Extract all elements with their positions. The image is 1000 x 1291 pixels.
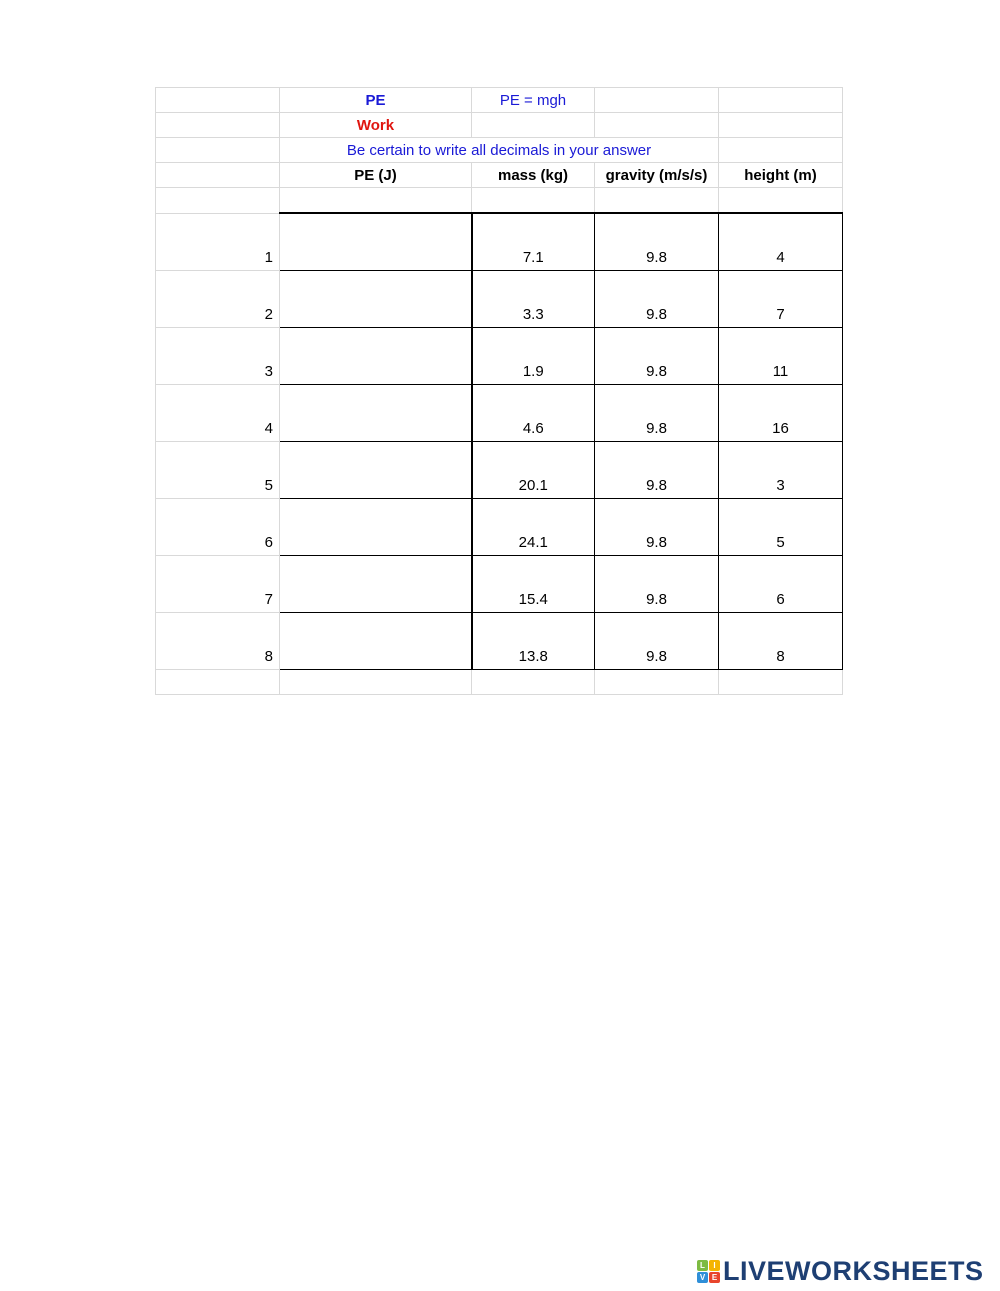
empty-cell [472, 113, 595, 138]
row-number: 8 [156, 613, 280, 670]
liveworksheets-logo [697, 1255, 984, 1287]
row-number: 4 [156, 385, 280, 442]
height-cell: 4 [719, 213, 843, 271]
column-header-gravity: gravity (m/s/s) [595, 163, 719, 188]
logo-text: LIVEWORKSHEETS [723, 1255, 984, 1286]
table-row [156, 613, 843, 670]
logo-letter-tile: E [709, 1272, 720, 1283]
gravity-cell: 9.8 [595, 271, 719, 328]
header-row-pe [156, 88, 843, 113]
mass-cell: 24.1 [472, 499, 595, 556]
empty-cell [595, 113, 719, 138]
table-row [156, 499, 843, 556]
instruction-row [156, 138, 843, 163]
mass-cell: 20.1 [472, 442, 595, 499]
mass-cell: 4.6 [472, 385, 595, 442]
mass-cell: 7.1 [472, 213, 595, 271]
pe-answer-cell[interactable] [280, 499, 472, 556]
header-row-work [156, 113, 843, 138]
pe-answer-cell[interactable] [280, 328, 472, 385]
table-row [156, 271, 843, 328]
mass-cell: 3.3 [472, 271, 595, 328]
empty-cell [595, 88, 719, 113]
pe-answer-cell[interactable] [280, 385, 472, 442]
logo-mark-icon [697, 1260, 720, 1283]
height-cell: 5 [719, 499, 843, 556]
column-header-mass: mass (kg) [472, 163, 595, 188]
pe-answer-cell[interactable] [280, 613, 472, 670]
gravity-cell: 9.8 [595, 328, 719, 385]
pe-label: PE [280, 88, 472, 113]
row-number: 1 [156, 213, 280, 271]
height-cell: 11 [719, 328, 843, 385]
empty-cell [156, 88, 280, 113]
table-row [156, 328, 843, 385]
table-row [156, 556, 843, 613]
table-row [156, 385, 843, 442]
pe-answer-cell[interactable] [280, 213, 472, 271]
empty-cell [719, 188, 843, 214]
formula-label: PE = mgh [472, 88, 595, 113]
empty-cell [472, 670, 595, 695]
gravity-cell: 9.8 [595, 213, 719, 271]
pe-answer-cell[interactable] [280, 556, 472, 613]
gravity-cell: 9.8 [595, 385, 719, 442]
logo-letter-tile: L [697, 1260, 708, 1271]
row-number: 7 [156, 556, 280, 613]
mass-cell: 15.4 [472, 556, 595, 613]
logo-letter-tile: V [697, 1272, 708, 1283]
empty-cell [719, 113, 843, 138]
height-cell: 16 [719, 385, 843, 442]
height-cell: 8 [719, 613, 843, 670]
row-number: 5 [156, 442, 280, 499]
table-row [156, 213, 843, 271]
height-cell: 7 [719, 271, 843, 328]
column-header-row [156, 163, 843, 188]
column-header-pe: PE (J) [280, 163, 472, 188]
gravity-cell: 9.8 [595, 613, 719, 670]
empty-cell [719, 138, 843, 163]
empty-cell [156, 670, 280, 695]
row-number: 3 [156, 328, 280, 385]
work-label: Work [280, 113, 472, 138]
empty-cell [156, 138, 280, 163]
height-cell: 3 [719, 442, 843, 499]
gravity-cell: 9.8 [595, 556, 719, 613]
gravity-cell: 9.8 [595, 499, 719, 556]
empty-cell [719, 670, 843, 695]
empty-cell [280, 670, 472, 695]
instruction-text: Be certain to write all decimals in your answer [280, 138, 719, 163]
logo-letter-tile: I [709, 1260, 720, 1271]
empty-cell [280, 188, 472, 214]
spacer-row [156, 670, 843, 695]
empty-cell [156, 113, 280, 138]
gravity-cell: 9.8 [595, 442, 719, 499]
worksheet-table [155, 87, 843, 695]
empty-cell [156, 188, 280, 214]
pe-answer-cell[interactable] [280, 442, 472, 499]
row-number: 2 [156, 271, 280, 328]
empty-cell [719, 88, 843, 113]
column-header-height: height (m) [719, 163, 843, 188]
pe-answer-cell[interactable] [280, 271, 472, 328]
empty-cell [156, 163, 280, 188]
row-number: 6 [156, 499, 280, 556]
table-row [156, 442, 843, 499]
empty-cell [595, 188, 719, 214]
empty-cell [595, 670, 719, 695]
spacer-row [156, 188, 843, 214]
mass-cell: 13.8 [472, 613, 595, 670]
height-cell: 6 [719, 556, 843, 613]
empty-cell [472, 188, 595, 214]
mass-cell: 1.9 [472, 328, 595, 385]
